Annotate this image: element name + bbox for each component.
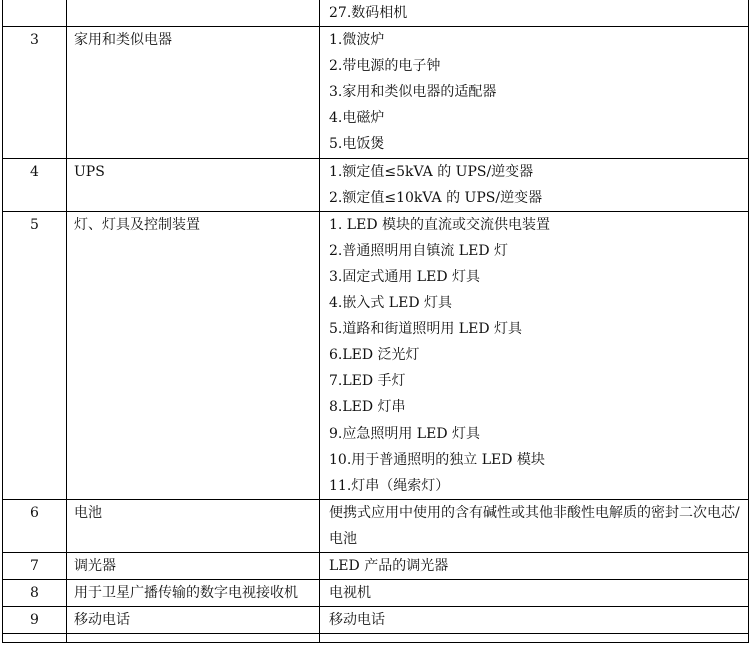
- item-text: 6.LED 泛光灯: [329, 347, 420, 364]
- product-table: [2, 0, 749, 643]
- table-row: [3, 0, 749, 27]
- item-text: 5.电饭煲: [329, 136, 385, 153]
- table-row: [3, 552, 749, 579]
- item-text: 3.家用和类似电器的适配器: [329, 84, 497, 101]
- table-row: [3, 499, 749, 552]
- item-text: 1.微波炉: [329, 32, 385, 49]
- category-cell: 移动电话: [74, 612, 130, 629]
- table-row: [3, 211, 749, 499]
- row-number: 9: [30, 612, 39, 629]
- row-number: 6: [30, 504, 39, 521]
- item-text: 2.带电源的电子钟: [329, 58, 441, 75]
- item-text: 9.应急照明用 LED 灯具: [329, 425, 480, 442]
- row-number: 4: [30, 163, 39, 180]
- row-number: 7: [30, 557, 39, 574]
- table-row: [3, 27, 749, 158]
- item-text: 1. LED 模块的直流或交流供电装置: [329, 216, 550, 233]
- table-row: [3, 607, 749, 634]
- item-text: 便携式应用中使用的含有碱性或其他非酸性电解质的密封二次电芯/电池: [329, 504, 740, 547]
- item-text: 4.电磁炉: [329, 110, 385, 127]
- item-text: 3.固定式通用 LED 灯具: [329, 268, 480, 285]
- item-text: 11.灯串（绳索灯）: [329, 477, 450, 494]
- category-cell: 家用和类似电器: [74, 32, 172, 49]
- row-number: 5: [30, 216, 39, 233]
- item-text: 5.道路和街道照明用 LED 灯具: [329, 321, 522, 338]
- table-row: [3, 580, 749, 607]
- item-text: 电视机: [329, 585, 371, 602]
- table-row: [3, 158, 749, 211]
- category-cell: 用于卫星广播传输的数字电视接收机: [74, 585, 298, 602]
- item-text: 7.LED 手灯: [329, 373, 406, 390]
- item-text: 2.普通照明用自镇流 LED 灯: [329, 242, 508, 259]
- category-cell: UPS: [74, 163, 105, 180]
- category-cell: 调光器: [74, 557, 116, 574]
- item-text: 4.嵌入式 LED 灯具: [329, 295, 452, 312]
- item-text: 1.额定值≤5kVA 的 UPS/逆变器: [329, 163, 534, 180]
- item-text: LED 产品的调光器: [329, 557, 449, 574]
- item-text: 2.额定值≤10kVA 的 UPS/逆变器: [329, 189, 543, 206]
- row-number: 3: [30, 32, 39, 49]
- item-text: 10.用于普通照明的独立 LED 模块: [329, 451, 545, 468]
- table-row: [3, 634, 749, 643]
- item-text: 移动电话: [329, 612, 385, 629]
- category-cell: 灯、灯具及控制装置: [74, 216, 200, 233]
- item-text: 8.LED 灯串: [329, 399, 406, 416]
- row-number: 8: [30, 585, 39, 602]
- item-text: 27.数码相机: [329, 5, 408, 21]
- category-cell: 电池: [74, 504, 102, 521]
